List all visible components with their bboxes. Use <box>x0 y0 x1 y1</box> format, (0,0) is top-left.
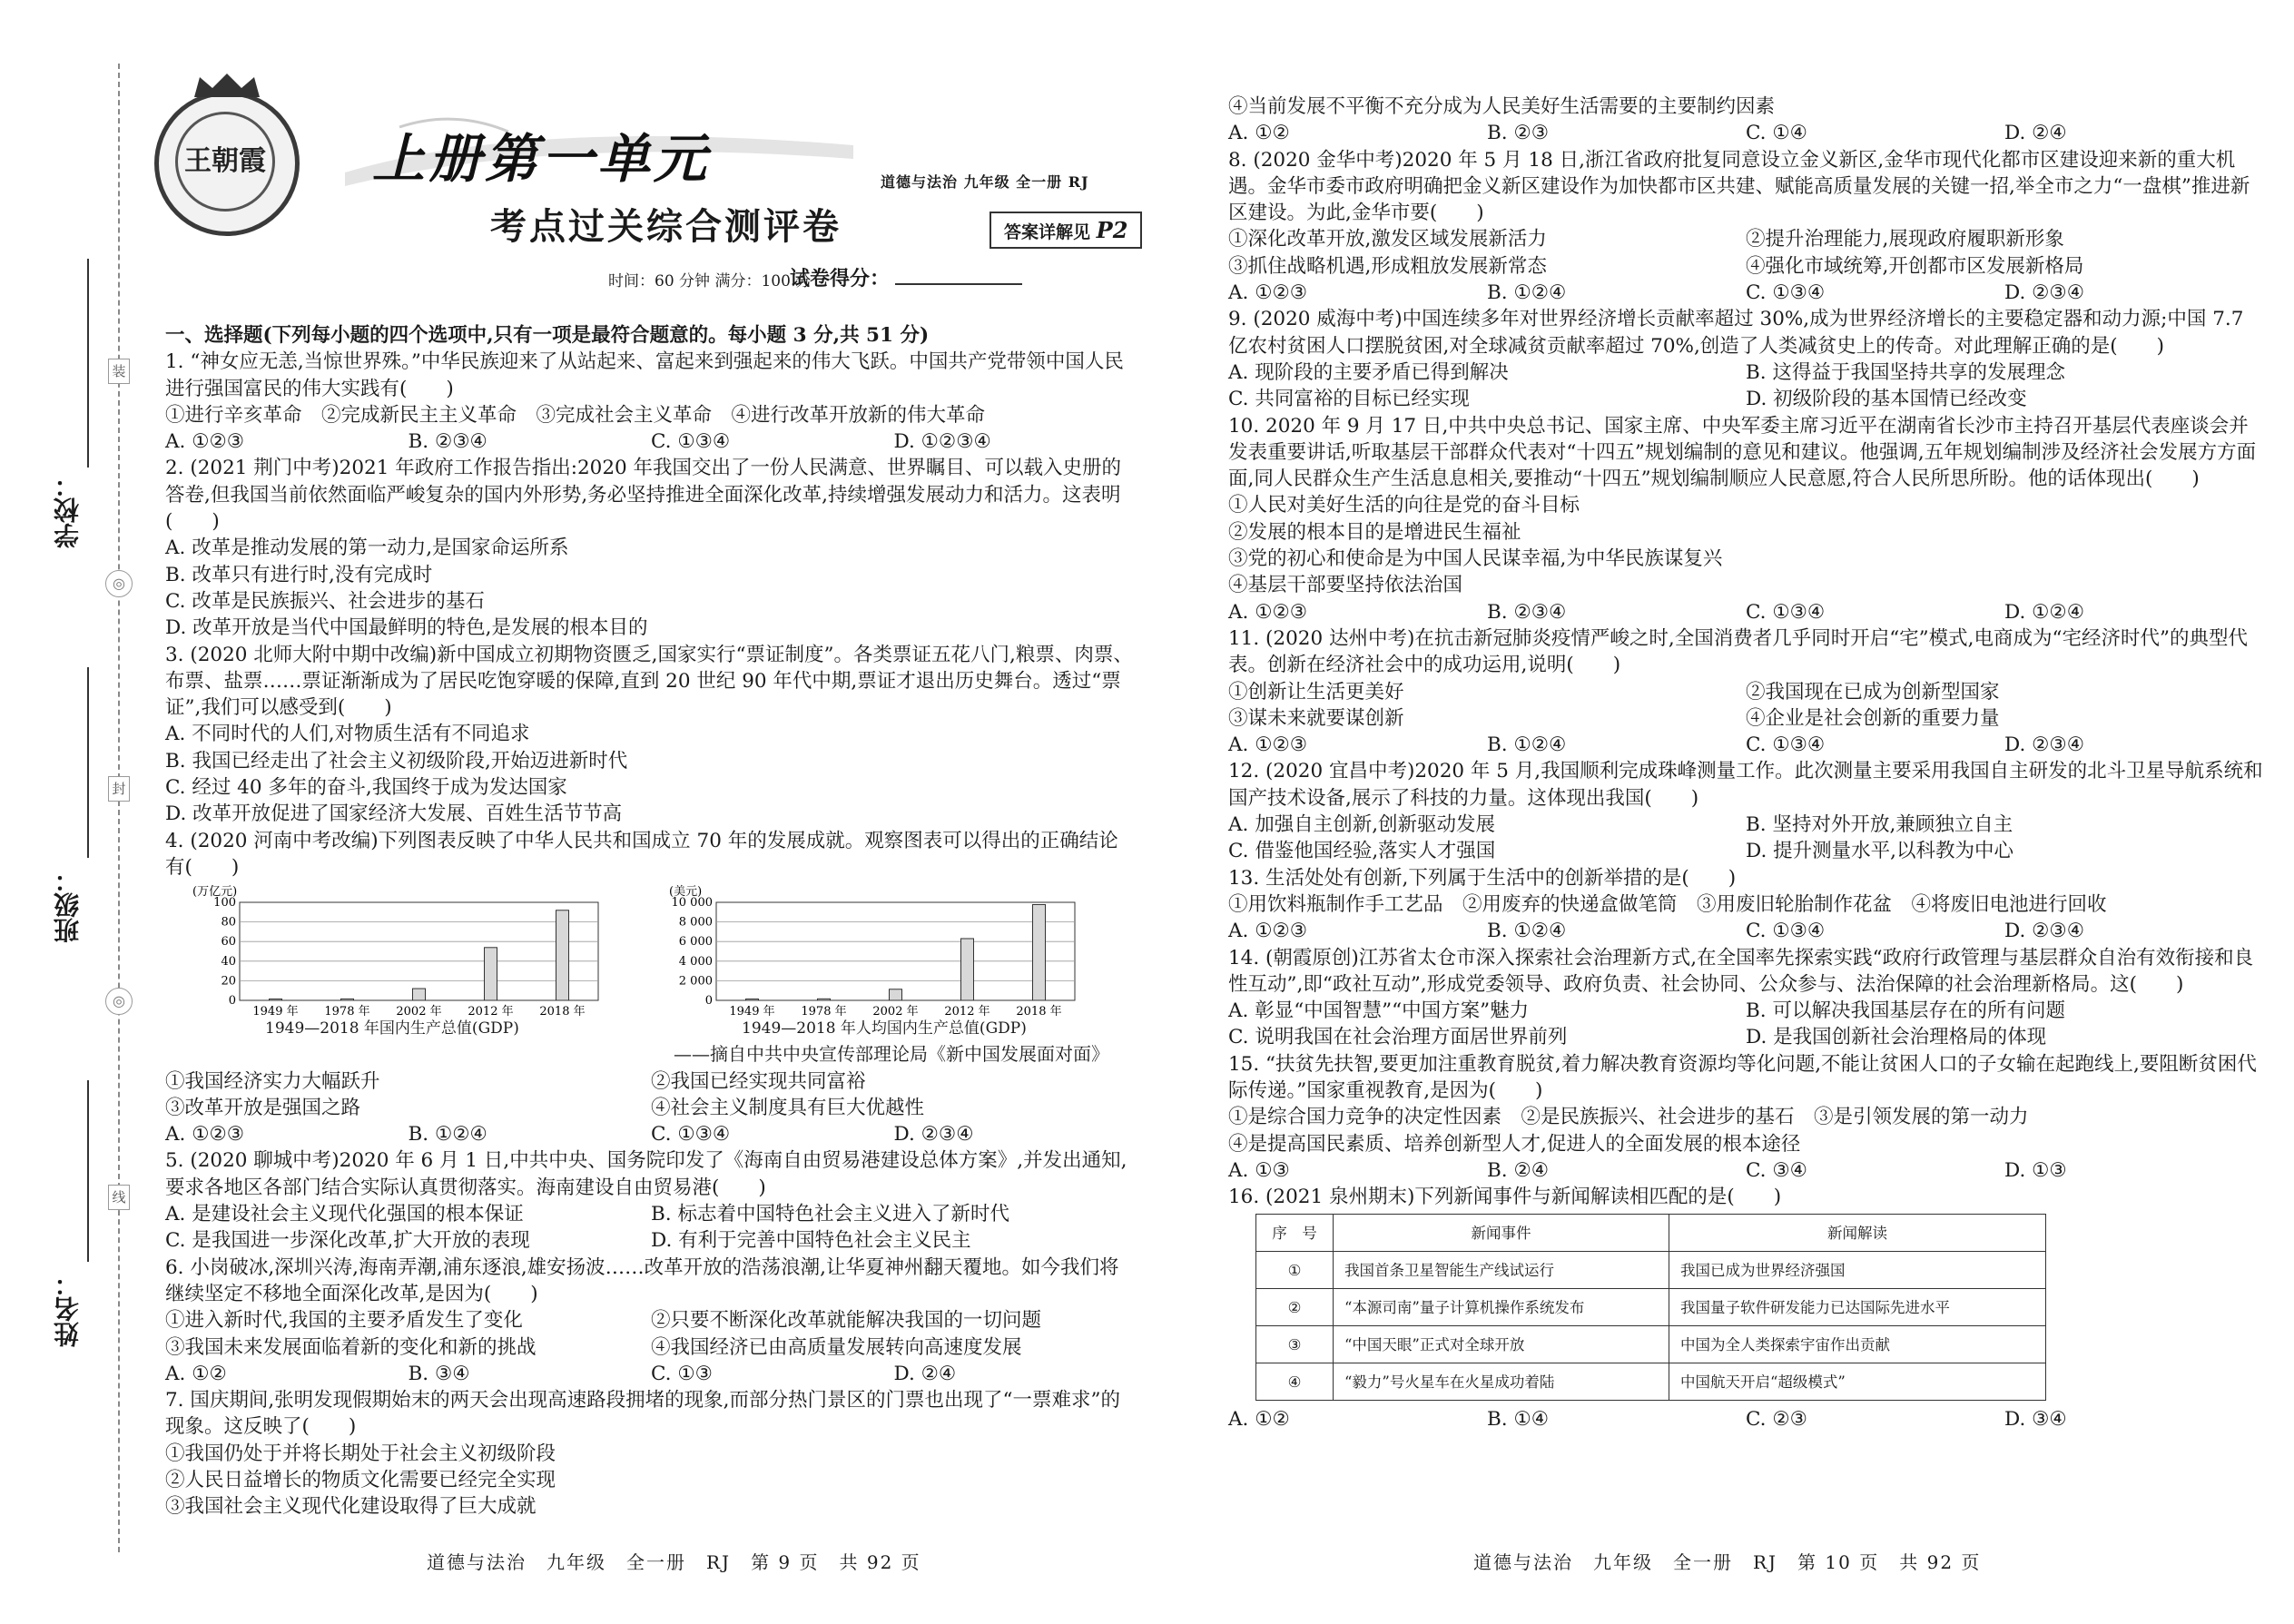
question-stem: 1. “神女应无恙,当惊世界殊。”中华民族迎来了从站起来、富起来到强起来的伟大飞跃。中国共产党带领中国人民进行强国富民的伟大实践有( ) <box>165 350 1124 400</box>
option-d[interactable]: D. ②③④ <box>893 1123 974 1147</box>
option-c[interactable]: C. 借鉴他国经验,落实人才强国 <box>1228 840 1496 863</box>
gdp-chart-svg <box>183 882 610 1019</box>
option-c[interactable]: C. 是我国进一步深化改革,扩大开放的表现 <box>165 1229 530 1253</box>
statement-2: ②人民日益增长的物质文化需要已经完全实现 <box>165 1468 556 1491</box>
table-cell: ③ <box>1256 1326 1334 1363</box>
option-a[interactable]: A. 现阶段的主要矛盾已得到解决 <box>1228 360 1509 384</box>
option-a[interactable]: A. 彰显“中国智慧”“中国方案”魅力 <box>1228 999 1530 1023</box>
gdp-per-capita-chart-svg <box>660 882 1087 1019</box>
bar <box>746 999 759 1001</box>
answer-prefix: 答案详解见 <box>1004 222 1091 242</box>
option-d[interactable]: D. ②④ <box>893 1362 957 1385</box>
option-b[interactable]: B. ③④ <box>408 1362 470 1385</box>
table-cell: 我国量子软件研发能力已达国际先进水平 <box>1669 1289 2046 1326</box>
option-b[interactable]: B. ①②④ <box>408 1123 487 1147</box>
brand-name: 王朝霞 <box>175 112 275 212</box>
score-label: 试卷得分： <box>790 267 891 290</box>
option-b[interactable]: B. 可以解决我国基层存在的所有问题 <box>1746 999 2065 1023</box>
question-3 <box>165 642 1137 828</box>
option-b[interactable]: B. ①②④ <box>1487 281 1567 305</box>
statement-2: ②我国现在已成为创新型国家 <box>1746 680 2000 704</box>
x-tick-label: 1978 年 <box>324 1005 370 1019</box>
left-questions <box>165 322 1137 1521</box>
binding-tag-bottom: 线 <box>108 1185 130 1210</box>
option-b[interactable]: B. ①②④ <box>1487 733 1567 757</box>
option-d[interactable]: D. 改革开放是当代中国最鲜明的特色,是发展的根本目的 <box>165 616 648 640</box>
question-items: ①是综合国力竞争的决定性因素 ②是民族振兴、社会进步的基石 ③是引领发展的第一动力 <box>1228 1106 2029 1129</box>
question-stem: 11. (2020 达州中考)在抗击新冠肺炎疫情严峻之时,全国消费者几乎同时开启“宅”模式,电商成为“宅经济时代”的典型代表。创新在经济社会中的成功运用,说明( ) <box>1228 626 2248 677</box>
option-b[interactable]: B. 标志着中国特色社会主义进入了新时代 <box>651 1203 1009 1226</box>
chart-source: ——摘自中共中央宣传部理论局《新中国发展面对面》 <box>674 1043 1109 1066</box>
bar <box>961 939 974 1000</box>
table-cell: ① <box>1256 1252 1334 1289</box>
y-tick-label: 40 <box>221 955 236 969</box>
x-tick-label: 1949 年 <box>729 1005 775 1019</box>
section-title: 一、选择题(下列每小题的四个选项中,只有一项是最符合题意的。每小题 3 分,共 51 分) <box>165 324 930 347</box>
statement-2: ②只要不断深化改革就能解决我国的一切问题 <box>651 1309 1042 1333</box>
option-c[interactable]: C. ①③④ <box>1746 920 1826 943</box>
option-c[interactable]: C. ①③④ <box>651 430 731 454</box>
gdp-per-capita-chart-title: 1949—2018 年人均国内生产总值(GDP) <box>742 1019 1027 1038</box>
question-7-continued <box>1228 94 2263 147</box>
question-stem: 9. (2020 威海中考)中国连续多年对世界经济增长贡献率超过 30%,成为世界经济增长的主要稳定器和动力源;中国 7.7 亿农村贫困人口摆脱贫困,对全球减贫贡献率超过 70%,创造了人类减贫史上的传奇。对此理解正确的是( ) <box>1228 308 2244 358</box>
question-16 <box>1228 1184 2263 1433</box>
table-cell: ② <box>1256 1289 1334 1326</box>
bar <box>818 999 831 1001</box>
exam-header <box>154 82 1144 318</box>
y-tick-label: 60 <box>221 935 236 950</box>
crown-icon <box>191 72 263 99</box>
option-c[interactable]: C. ①③④ <box>1746 281 1826 305</box>
option-d[interactable]: D. 有利于完善中国特色社会主义民主 <box>651 1229 971 1253</box>
brand-seal-logo <box>154 91 300 236</box>
y-tick-label: 8 000 <box>678 915 713 930</box>
question-items: ①用饮料瓶制作手工艺品 ②用废弃的快递盒做笔筒 ③用废旧轮胎制作花盆 ④将废旧电池进行回收 <box>1228 892 2107 916</box>
plot-frame <box>240 902 598 1000</box>
option-b[interactable]: B. ②③④ <box>1487 600 1567 624</box>
option-b[interactable]: B. ②③④ <box>408 430 487 454</box>
score-field[interactable] <box>790 263 1022 291</box>
option-d[interactable]: D. ②④ <box>2004 122 2067 145</box>
option-b[interactable]: B. 我国已经走出了社会主义初级阶段,开始迈进新时代 <box>165 749 628 773</box>
option-c[interactable]: C. ②③ <box>1746 1408 1807 1432</box>
option-a[interactable]: A. 不同时代的人们,对物质生活有不同追求 <box>165 723 530 746</box>
page-footer-left: 道德与法治 九年级 全一册 RJ 第 9 页 共 92 页 <box>427 1551 921 1573</box>
option-c[interactable]: C. ①③④ <box>1746 733 1826 757</box>
x-tick-label: 2002 年 <box>396 1005 442 1019</box>
option-b[interactable]: B. ②④ <box>1487 1158 1550 1182</box>
option-a[interactable]: A. 加强自主创新,创新驱动发展 <box>1228 813 1496 837</box>
question-stem: 16. (2021 泉州期末)下列新闻事件与新闻解读相匹配的是( ) <box>1228 1186 1782 1209</box>
question-9 <box>1228 306 2263 412</box>
binding-dashed-line <box>118 64 120 1552</box>
option-c[interactable]: C. 说明我国在社会治理方面居世界前列 <box>1228 1026 1568 1049</box>
question-stem: 8. (2020 金华中考)2020 年 5 月 18 日,浙江省政府批复同意设立金义新区,金华市现代化都市区建设迎来新的重大机遇。金华市委市政府明确把金义新区建设作为加快都市区共建、赋能高质量发展的关键一招,举全市之力“一盘棋”推进新区建设。为此,金华市要( ) <box>1228 148 2250 225</box>
plot-frame <box>716 902 1075 1000</box>
option-d[interactable]: D. ①②③④ <box>893 430 991 454</box>
question-1 <box>165 349 1137 455</box>
table-header: 序 号 <box>1256 1215 1334 1252</box>
option-a[interactable]: A. ①②③ <box>1228 733 1308 757</box>
statement-4: ④当前发展不平衡不充分成为人民美好生活需要的主要制约因素 <box>1228 95 1776 118</box>
table-header: 新闻事件 <box>1334 1215 1669 1252</box>
table-cell: ④ <box>1256 1363 1334 1401</box>
binding-tag-top: 装 <box>108 359 130 384</box>
question-13 <box>1228 865 2263 945</box>
unit-title: 上册第一单元 <box>372 128 711 190</box>
axis-unit: (万亿元) <box>192 885 238 900</box>
option-a[interactable]: A. 是建设社会主义现代化强国的根本保证 <box>165 1203 524 1226</box>
right-page <box>1147 0 2294 1624</box>
question-2 <box>165 455 1137 641</box>
question-15 <box>1228 1051 2263 1184</box>
statement-1: ①人民对美好生活的向往是党的奋斗目标 <box>1228 494 1580 517</box>
bar <box>270 999 282 1001</box>
question-11 <box>1228 625 2263 758</box>
question-stem: 4. (2020 河南中考改编)下列图表反映了中华人民共和国成立 70 年的发展成就。观察图表可以得出的正确结论有( ) <box>165 829 1118 879</box>
option-a[interactable]: A. ①② <box>1228 122 1290 145</box>
table-cell: 中国航天开启“超级模式” <box>1669 1363 2046 1401</box>
question-12 <box>1228 758 2263 864</box>
option-c[interactable]: C. ①③④ <box>1746 600 1826 624</box>
statement-1: ①我国经济实力大幅跃升 <box>165 1069 380 1093</box>
x-tick-label: 2012 年 <box>944 1005 990 1019</box>
option-a[interactable]: A. ①② <box>165 1362 227 1385</box>
question-6 <box>165 1255 1137 1387</box>
table-row <box>1256 1326 2046 1363</box>
statement-1: ①进入新时代,我国的主要矛盾发生了变化 <box>165 1309 523 1333</box>
option-a[interactable]: A. 改革是推动发展的第一动力,是国家命运所系 <box>165 536 569 560</box>
option-d[interactable]: D. ②③④ <box>2004 281 2084 305</box>
binding-hole-icon: ◎ <box>105 570 133 597</box>
question-stem: 12. (2020 宜昌中考)2020 年 5 月,我国顺利完成珠峰测量工作。此次测量主要采用我国自主研发的北斗卫星导航系统和国产技术设备,展示了科技的力量。这体现出我国( ) <box>1228 760 2263 810</box>
series-label: 道德与法治 九年级 全一册 RJ <box>881 173 1089 191</box>
question-stem: 15. “扶贫先扶智,要更加注重教育脱贫,着力解决教育资源均等化问题,不能让贫困人口的子女输在起跑线上,要阻断贫困代际传递。”国家重视教育,是因为( ) <box>1228 1052 2257 1102</box>
option-a[interactable]: A. ①②③ <box>165 1123 245 1147</box>
x-tick-label: 2018 年 <box>539 1005 586 1019</box>
table-header: 新闻解读 <box>1669 1215 2046 1252</box>
table-cell: “中国天眼”正式对全球开放 <box>1334 1326 1669 1363</box>
question-stem: 7. 国庆期间,张明发现假期始末的两天会出现高速路段拥堵的现象,而部分热门景区的门票也出现了“一票难求”的现象。这反映了( ) <box>165 1389 1121 1439</box>
table-row <box>1256 1252 2046 1289</box>
binding-hole-icon: ◎ <box>105 988 133 1015</box>
name-label: 姓名： <box>53 1271 83 1347</box>
x-tick-label: 2002 年 <box>872 1005 919 1019</box>
axis-unit: (美元) <box>669 885 703 900</box>
y-tick-label: 80 <box>221 915 236 930</box>
question-stem: 6. 小岗破冰,深圳兴涛,海南弄潮,浦东逐浪,雄安扬波……改革开放的浩荡浪潮,让华夏神州翻天覆地。如今我们将继续坚定不移地全面深化改革,是因为( ) <box>165 1255 1119 1305</box>
y-tick-label: 2 000 <box>678 974 713 989</box>
exam-title: 考点过关综合测评卷 <box>490 205 842 248</box>
statement-3: ③我国社会主义现代化建设取得了巨大成就 <box>165 1495 537 1519</box>
question-4 <box>165 828 1137 1148</box>
option-d[interactable]: D. ②③④ <box>2004 733 2084 757</box>
option-a[interactable]: A. ①②③ <box>1228 600 1308 624</box>
gdp-per-capita-chart <box>660 882 1087 1038</box>
option-d[interactable]: D. ①③ <box>2004 1158 2067 1182</box>
y-tick-label: 0 <box>228 994 236 1009</box>
y-tick-label: 100 <box>213 896 236 910</box>
x-tick-label: 1949 年 <box>252 1005 299 1019</box>
option-c[interactable]: C. 改革是民族振兴、社会进步的基石 <box>165 589 485 613</box>
option-d[interactable]: D. ①②④ <box>2004 600 2084 624</box>
option-d[interactable]: D. 初级阶段的基本国情已经改变 <box>1746 388 2027 411</box>
name-field-line[interactable] <box>87 1080 89 1262</box>
answer-page: P2 <box>1096 217 1128 243</box>
class-field-line[interactable] <box>87 667 89 858</box>
news-table <box>1255 1214 2046 1401</box>
statement-3: ③党的初心和使命是为中国人民谋幸福,为中华民族谋复兴 <box>1228 547 1723 571</box>
statement-2: ②我国已经实现共同富裕 <box>651 1069 866 1093</box>
option-c[interactable]: C. ①④ <box>1746 122 1807 145</box>
table-cell: 我国已成为世界经济强国 <box>1669 1252 2046 1289</box>
option-a[interactable]: A. ①②③ <box>1228 281 1308 305</box>
option-c[interactable]: C. 经过 40 多年的奋斗,我国终于成为发达国家 <box>165 776 567 800</box>
option-d[interactable]: D. ②③④ <box>2004 920 2084 943</box>
x-tick-label: 1978 年 <box>801 1005 847 1019</box>
question-8 <box>1228 147 2263 307</box>
statement-4: ④企业是社会创新的重要力量 <box>1746 706 2000 730</box>
gdp-chart-title: 1949—2018 年国内生产总值(GDP) <box>265 1019 519 1038</box>
y-tick-label: 20 <box>221 974 236 989</box>
answer-reference-box <box>989 212 1142 249</box>
bar <box>556 910 569 1000</box>
question-items: ①进行辛亥革命 ②完成新民主主义革命 ③完成社会主义革命 ④进行改革开放新的伟大革命 <box>165 403 986 427</box>
bar <box>1033 905 1046 1001</box>
question-14 <box>1228 945 2263 1051</box>
statement-3: ③我国未来发展面临着新的变化和新的挑战 <box>165 1335 537 1359</box>
right-questions <box>1228 94 2263 1433</box>
y-tick-label: 4 000 <box>678 955 713 969</box>
option-a[interactable]: A. ①② <box>1228 1408 1290 1432</box>
question-stem: 5. (2020 聊城中考)2020 年 6 月 1 日,中共中央、国务院印发了《海南自由贸易港建设总体方案》,并发出通知,要求各地区各部门结合实际认真贯彻落实。海南建设自由贸易港( ) <box>165 1149 1127 1199</box>
gdp-charts <box>165 882 1137 1041</box>
statement-1: ①我国仍处于并将长期处于社会主义初级阶段 <box>165 1442 556 1465</box>
school-label: 学校： <box>53 472 83 548</box>
statement-4: ④我国经济已由高质量发展转向高速度发展 <box>651 1335 1022 1359</box>
bar <box>341 999 354 1001</box>
x-tick-label: 2012 年 <box>468 1005 514 1019</box>
bar <box>413 989 426 1000</box>
table-cell: 我国首条卫星智能生产线试运行 <box>1334 1252 1669 1289</box>
table-row <box>1256 1289 2046 1326</box>
option-d[interactable]: D. 是我国创新社会治理格局的体现 <box>1746 1026 2047 1049</box>
statement-1: ①创新让生活更美好 <box>1228 680 1404 704</box>
table-cell: “毅力”号火星车在火星成功着陆 <box>1334 1363 1669 1401</box>
question-items: ④是提高国民素质、培养创新型人才,促进人的全面发展的根本途径 <box>1228 1132 1801 1156</box>
statement-3: ③抓住战略机遇,形成粗放发展新常态 <box>1228 254 1547 278</box>
option-c[interactable]: C. 共同富裕的目标已经实现 <box>1228 388 1470 411</box>
option-d[interactable]: D. ③④ <box>2004 1408 2067 1432</box>
y-tick-label: 10 000 <box>671 896 713 910</box>
option-a[interactable]: A. ①②③ <box>165 430 245 454</box>
school-field-line[interactable] <box>87 259 89 468</box>
option-d[interactable]: D. 改革开放促进了国家经济大发展、百姓生活节节高 <box>165 802 623 826</box>
option-b[interactable]: B. ①④ <box>1487 1408 1550 1432</box>
statement-4: ④社会主义制度具有巨大优越性 <box>651 1096 925 1119</box>
x-tick-label: 2018 年 <box>1016 1005 1062 1019</box>
table-header-row <box>1256 1215 2046 1252</box>
question-stem: 14. (朝霞原创)江苏省太仓市深入探索社会治理新方式,在全国率先探索实践“政府行政管理与基层群众自治有效衔接和良性互动”,即“政社互动”,形成党委领导、政府负责、社会协同、公众参与、法治保障的社会治理新格局。这( ) <box>1228 946 2254 996</box>
question-7 <box>165 1387 1137 1520</box>
binding-margin <box>0 0 163 1624</box>
gdp-chart <box>183 882 610 1038</box>
statement-3: ③改革开放是强国之路 <box>165 1096 361 1119</box>
table-row <box>1256 1363 2046 1401</box>
question-stem: 3. (2020 北师大附中期中改编)新中国成立初期物资匮乏,国家实行“票证制度”。各类票证五花八门,粮票、肉票、布票、盐票……票证渐渐成为了居民吃饱穿暖的保障,直到 20 世纪 90 年代中期,票证才退出历史舞台。透过“票证”,我们可以感受到( ) <box>165 643 1133 720</box>
statement-2: ②提升治理能力,展现政府履职新形象 <box>1746 228 2064 251</box>
exam-meta: 时间：60 分钟 满分：100 分 <box>608 272 812 290</box>
option-a[interactable]: A. ①②③ <box>1228 920 1308 943</box>
option-b[interactable]: B. 这得益于我国坚持共享的发展理念 <box>1746 360 2065 384</box>
statement-4: ④基层干部要坚持依法治国 <box>1228 574 1463 597</box>
question-10 <box>1228 413 2263 625</box>
option-d[interactable]: D. 提升测量水平,以科教为中心 <box>1746 840 2013 863</box>
option-c[interactable]: C. ①③ <box>651 1362 713 1385</box>
bar <box>485 948 497 1000</box>
option-b[interactable]: B. 坚持对外开放,兼顾独立自主 <box>1746 813 2013 837</box>
question-stem: 13. 生活处处有创新,下列属于生活中的创新举措的是( ) <box>1228 866 1737 890</box>
table-cell: “本源司南”量子计算机操作系统发布 <box>1334 1289 1669 1326</box>
question-5 <box>165 1147 1137 1254</box>
statement-3: ③谋未来就要谋创新 <box>1228 706 1404 730</box>
table-cell: 中国为全人类探索宇宙作出贡献 <box>1669 1326 2046 1363</box>
option-c[interactable]: C. ③④ <box>1746 1158 1807 1182</box>
page-footer-right: 道德与法治 九年级 全一册 RJ 第 10 页 共 92 页 <box>1473 1551 1982 1573</box>
option-c[interactable]: C. ①③④ <box>651 1123 731 1147</box>
binding-tag-mid: 封 <box>108 776 130 802</box>
bar <box>890 989 902 1000</box>
option-b[interactable]: B. ①②④ <box>1487 920 1567 943</box>
score-blank[interactable] <box>895 283 1022 285</box>
question-stem: 2. (2021 荆门中考)2021 年政府工作报告指出:2020 年我国交出了一份人民满意、世界瞩目、可以载入史册的答卷,但我国当前依然面临严峻复杂的国内外形势,务必坚持推进全面深化改革,持续增强发展动力和活力。这表明( ) <box>165 457 1122 534</box>
option-b[interactable]: B. 改革只有进行时,没有完成时 <box>165 563 433 586</box>
y-tick-label: 0 <box>704 994 713 1009</box>
option-a[interactable]: A. ①③ <box>1228 1158 1290 1182</box>
statement-4: ④强化市域统筹,开创都市区发展新格局 <box>1746 254 2084 278</box>
class-label: 班级： <box>53 867 83 943</box>
statement-2: ②发展的根本目的是增进民生福祉 <box>1228 520 1521 544</box>
question-stem: 10. 2020 年 9 月 17 日,中共中央总书记、国家主席、中央军委主席习近平在湖南省长沙市主持召开基层代表座谈会并发表重要讲话,听取基层干部群众代表对“十四五”规划编制的意见和建议。他强调,五年规划编制涉及经济社会发展方方面面,同人民群众生产生活息息相关,要推动“十四五”规划编制顺应人民意愿,符合人民所思所盼。他的话体现出( ) <box>1228 414 2257 491</box>
y-tick-label: 6 000 <box>678 935 713 950</box>
option-b[interactable]: B. ②③ <box>1487 122 1550 145</box>
statement-1: ①深化改革开放,激发区域发展新活力 <box>1228 228 1547 251</box>
